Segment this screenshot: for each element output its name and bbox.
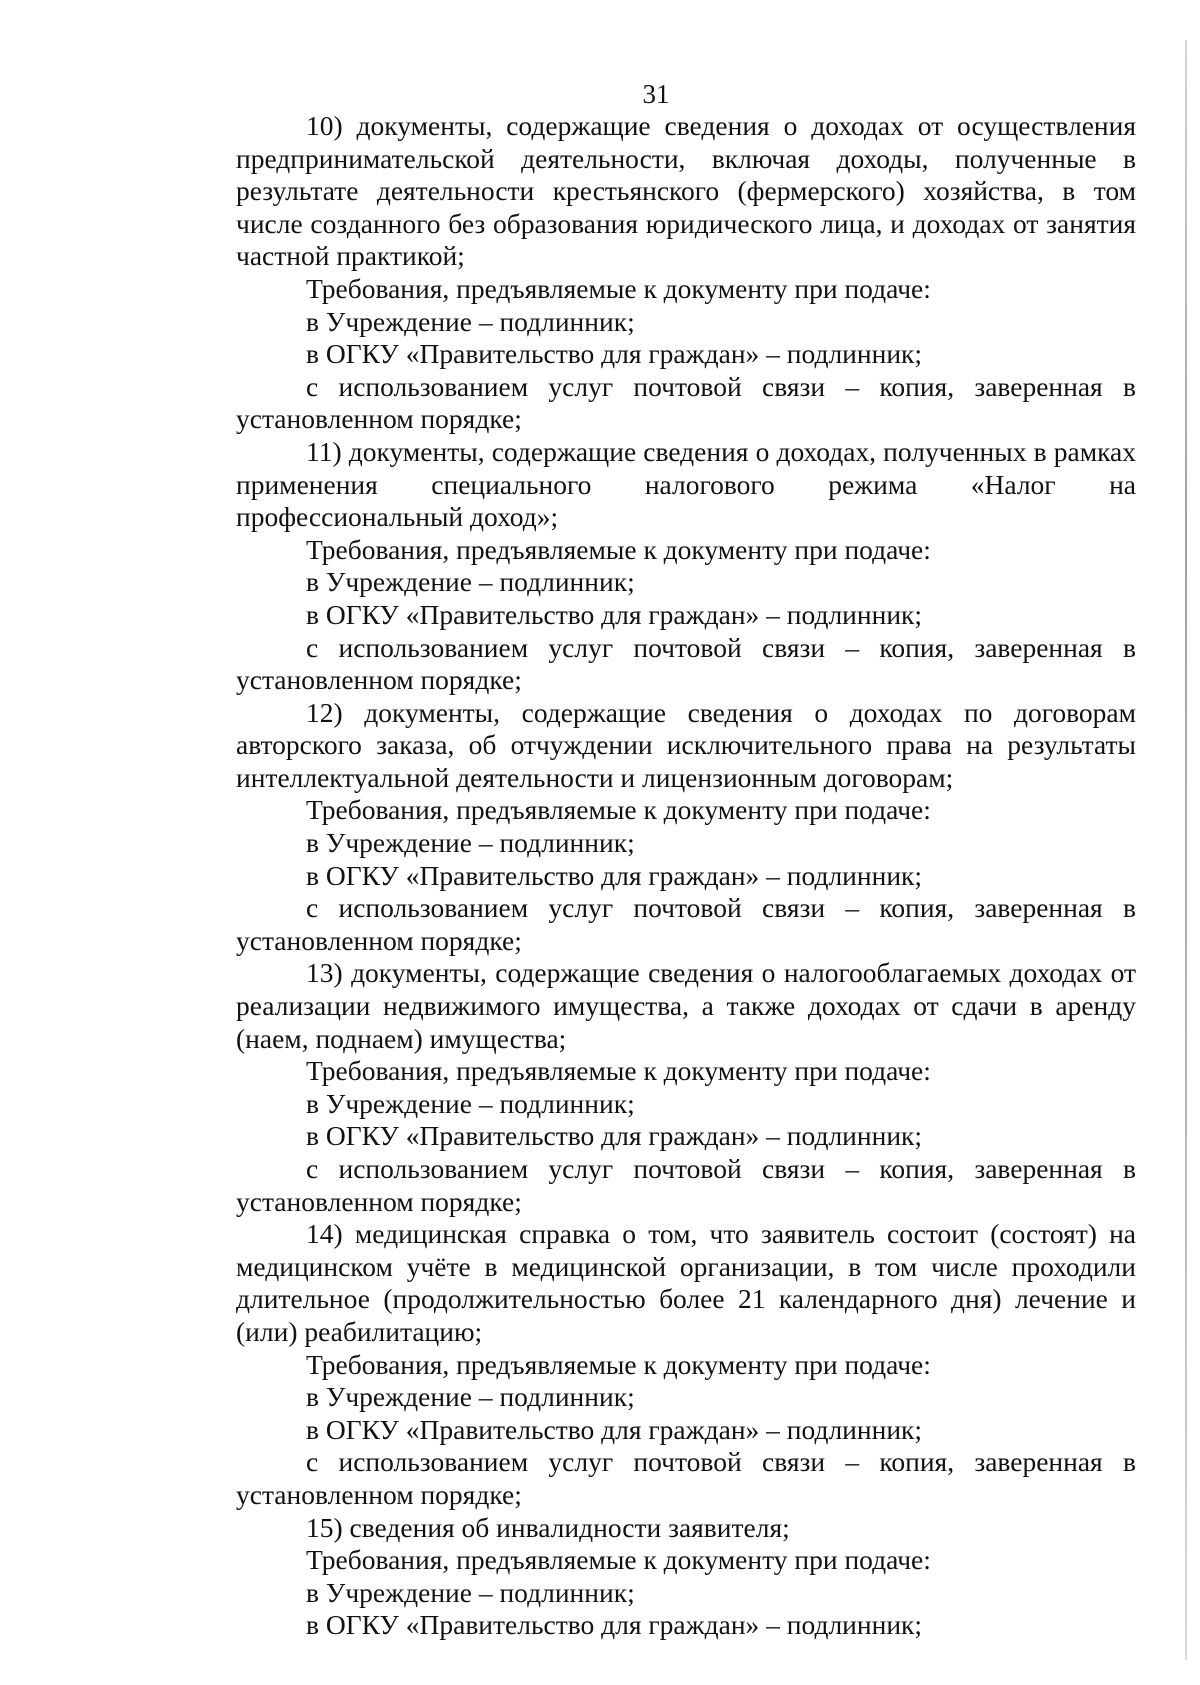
requirement-ogku: в ОГКУ «Правительство для граждан» – подлинник;	[306, 598, 923, 630]
requirements-heading: Требования, предъявляемые к документу при подаче:	[306, 1544, 931, 1576]
requirement-ogku: в ОГКУ «Правительство для граждан» – подлинник;	[306, 1120, 923, 1152]
requirements-heading: Требования, предъявляемые к документу при подаче:	[306, 1055, 931, 1087]
requirement-postal: с использованием услуг почтовой связи – копия, заверенная в установленном порядке;	[236, 370, 1136, 435]
requirement-postal: с использованием услуг почтовой связи – копия, заверенная в установленном порядке;	[236, 1446, 1136, 1510]
requirements-heading: Требования, предъявляемые к документу при подаче:	[306, 794, 931, 826]
requirement-institution: в Учреждение – подлинник;	[306, 1381, 635, 1413]
list-item-10: 10) документы, содержащие сведения о доходах от осуществления предпринимательской деятельности, включая доходы, полученные в результате деятельности крестьянского (фермерского) хозяйства, в том числе созданного без образования юридического лица, и доходах от занятия частной практикой;	[236, 110, 1136, 272]
requirement-institution: в Учреждение – подлинник;	[306, 827, 635, 859]
requirement-postal: с использованием услуг почтовой связи – копия, заверенная в установленном порядке;	[236, 631, 1136, 696]
requirements-heading: Требования, предъявляемые к документу при подаче:	[306, 272, 931, 304]
requirement-postal: с использованием услуг почтовой связи – копия, заверенная в установленном порядке;	[236, 1153, 1136, 1217]
requirement-institution: в Учреждение – подлинник;	[306, 1087, 635, 1119]
scan-edge-line	[1185, 40, 1187, 1660]
requirement-postal: с использованием услуг почтовой связи – копия, заверенная в установленном порядке;	[236, 892, 1136, 956]
list-item-15: 15) сведения об инвалидности заявителя;	[306, 1511, 790, 1543]
requirements-heading: Требования, предъявляемые к документу при подаче:	[306, 1348, 931, 1380]
requirement-ogku: в ОГКУ «Правительство для граждан» – подлинник;	[306, 859, 923, 891]
page-number: 31	[642, 79, 670, 109]
list-item-14: 14) медицинская справка о том, что заявитель состоит (состоят) на медицинском учёте в медицинской организации, в том числе проходили длительное (продолжительностью более 21 календарного дня) лечение и (или) реабилитацию;	[236, 1218, 1136, 1347]
list-item-11: 11) документы, содержащие сведения о доходах, полученных в рамках применения специального налогового режима «Налог на профессиональный доход»;	[236, 435, 1136, 533]
list-item-13: 13) документы, содержащие сведения о налогооблагаемых доходах от реализации недвижимого имущества, а также доходах от сдачи в аренду (наем, поднаем) имущества;	[236, 957, 1136, 1054]
requirement-institution: в Учреждение – подлинник;	[306, 566, 635, 598]
document-body	[236, 110, 1136, 1642]
list-item-12: 12) документы, содержащие сведения о доходах по договорам авторского заказа, об отчуждении исключительного права на результаты интеллектуальной деятельности и лицензионным договорам;	[236, 696, 1136, 793]
requirements-heading: Требования, предъявляемые к документу при подаче:	[306, 533, 931, 565]
requirement-ogku: в ОГКУ «Правительство для граждан» – подлинник;	[306, 338, 923, 370]
requirement-ogku: в ОГКУ «Правительство для граждан» – подлинник;	[306, 1609, 923, 1641]
requirement-institution: в Учреждение – подлинник;	[306, 305, 635, 337]
requirement-ogku: в ОГКУ «Правительство для граждан» – подлинник;	[306, 1413, 923, 1445]
requirement-institution: в Учреждение – подлинник;	[306, 1576, 635, 1608]
